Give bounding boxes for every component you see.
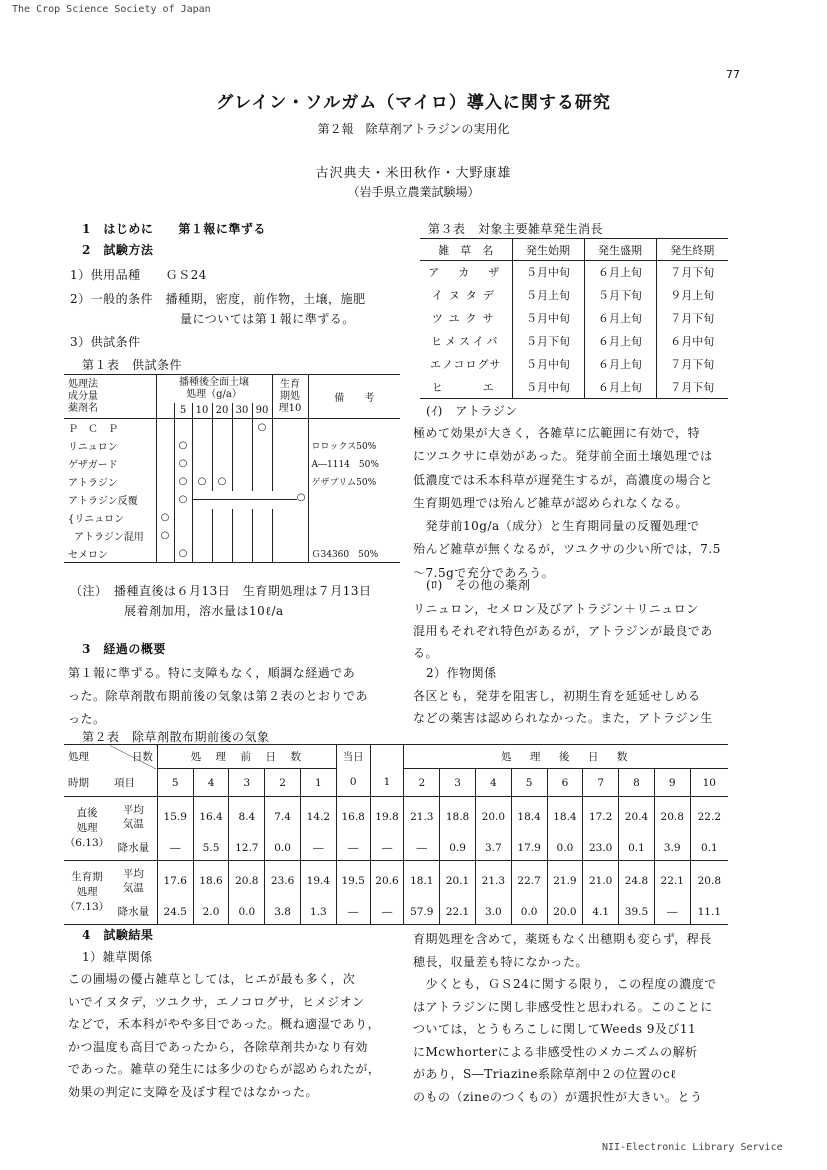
table3-cell: エノコログサ — [420, 353, 512, 376]
table2-cell: 24.8 — [619, 861, 655, 901]
table3-cell: ５月中旬 — [512, 307, 584, 330]
table2-header-item: 項目 — [110, 769, 157, 797]
text-line: 殆んど雑草が無くなるが，ツユクサの少い所では，7.5 — [413, 542, 721, 557]
table2-day: 2 — [404, 769, 440, 797]
table2-cell: ― — [370, 901, 404, 925]
table1-remark: Ｇ34360 50% — [311, 549, 379, 560]
table3-cell: ７月下旬 — [670, 266, 715, 280]
table-row — [64, 837, 728, 861]
table3-cell: ７月下旬 — [670, 312, 715, 325]
text-line: リニュロン，セメロン及びアトラジン＋リニュロン — [413, 602, 699, 616]
table3-header: 発生終期 — [670, 243, 715, 257]
table2-day: 5 — [511, 769, 547, 797]
table3-cell: ツユクサ — [420, 307, 512, 330]
section-results: 4 試験結果 — [82, 928, 154, 942]
text-line: 混用もそれぞれ特色があるが，アトラジンが最良であ — [413, 624, 713, 638]
table2-day: 1 — [370, 769, 404, 797]
table2-day: 4 — [193, 769, 229, 797]
table2-cell: 57.9 — [404, 901, 440, 925]
table1-header-agent: 処理法 成分量 薬剤名 — [64, 375, 156, 419]
table2-cell: 21.3 — [404, 797, 440, 837]
circle-marker-icon: ○ — [178, 547, 188, 559]
table1-dose: 20 — [212, 403, 232, 419]
table2-day: 4 — [475, 769, 511, 797]
methods-conditions: 3）供試条件 — [70, 335, 141, 349]
table3-cell: ９月上旬 — [670, 289, 715, 302]
text-line: った。除草剤散布期前後の気象は第２表のとおりであ — [68, 689, 369, 703]
table2-cell: 0.1 — [700, 842, 718, 855]
table2-cell: 0.0 — [265, 837, 301, 861]
text-line: などの薬害は認められなかった。また，アトラジン生 — [413, 711, 713, 725]
text-line: る。 — [413, 646, 439, 660]
table3-cell: ６月上旬 — [584, 307, 656, 330]
section-intro: 1 はじめに 第１報に準ずる — [82, 222, 266, 236]
text-line: 育期処理を含めて，薬斑もなく出穂期も変らず，稈長 — [413, 932, 712, 946]
text-line: 第１報に準ずる。特に支障もなく，順調な経過であ — [68, 666, 356, 680]
table3-cell: ５月下旬 — [512, 330, 584, 353]
table2-cell: 23.0 — [583, 837, 619, 861]
table1-agent: リニュロン — [74, 514, 125, 525]
table2-header-pre: 処 理 前 日 数 — [157, 745, 336, 769]
table1-dose: 30 — [232, 403, 252, 419]
table2-cell: 20.0 — [547, 901, 583, 925]
table3-cell: ６月上旬 — [584, 376, 656, 399]
table-row — [64, 901, 728, 925]
table3-cell: ５月下旬 — [584, 284, 656, 307]
table1-header-pre: 播種後全面土壌 処理（g/a） — [156, 375, 272, 403]
table2-header-treat: 処理 — [68, 751, 89, 764]
text-line: かつ温度も高目であったから，各除草剤共かなり有効 — [68, 1039, 368, 1054]
table3-cell: ６月中旬 — [670, 335, 715, 348]
table1-note-cont: 展着剤加用，溶水量は10ℓ/a — [124, 604, 284, 618]
table2-day: 8 — [619, 769, 655, 797]
text-line: などで，禾本科がやや多目であった。概ね適湿であり， — [68, 1017, 381, 1031]
table1-remark — [308, 419, 400, 437]
table2-cell: 12.7 — [229, 837, 265, 861]
table3-cell: ６月上旬 — [584, 330, 656, 353]
table-row — [420, 330, 728, 353]
table3-cell: ７月下旬 — [670, 358, 715, 371]
table1-row — [64, 419, 400, 437]
table2-cell: 3.9 — [654, 837, 690, 861]
table1-header-remarks: 備 考 — [334, 393, 375, 404]
table2-cell: ― — [336, 837, 370, 861]
table2-cell: 17.6 — [157, 861, 193, 901]
table2-item: 平均 気温 — [110, 797, 157, 837]
text-line: 効果の判定に支障を及ぼす程ではなかった。 — [68, 1084, 319, 1099]
table2-timing — [64, 861, 110, 925]
text-line: 発芽前10g/a（成分）と生育期同量の反覆処理で — [413, 519, 700, 534]
table2-cell: ― — [370, 837, 404, 861]
text-line: にツユクサに卓効があった。発芽前全面土壌処理では — [413, 449, 713, 464]
table1-remark — [308, 527, 400, 545]
paper-subtitle: 第２報 除草剤アトラジンの実用化 — [317, 122, 510, 136]
table2-cell: 0.9 — [440, 837, 476, 861]
results-right-paragraph — [413, 928, 717, 1108]
table2-cell: 19.4 — [300, 861, 336, 901]
table2-cell: 14.2 — [300, 797, 336, 837]
table-row — [64, 797, 728, 837]
table1-row — [64, 473, 400, 491]
table2-timing-line: 直後 — [76, 807, 98, 819]
table3 — [420, 238, 728, 399]
table3-header: 発生始期 — [512, 239, 584, 261]
subheading-other: (ﾛ) その他の薬剤 — [426, 578, 531, 592]
table3-cell: ５月中旬 — [512, 261, 584, 284]
text-line: はアトラジンに関し非感受性と思われる。このことに — [413, 999, 713, 1014]
table2-cell: 18.4 — [547, 797, 583, 837]
text-line: 穂長，収量差も特になかった。 — [413, 954, 589, 969]
table2 — [64, 744, 728, 925]
text-line: ついては，とうもろこしに関してWeeds 9及び11 — [413, 1022, 697, 1036]
table2-cell: 17.9 — [511, 837, 547, 861]
table2-cell: 19.8 — [370, 797, 404, 837]
table2-cell: ― — [404, 837, 440, 861]
subheading-weeds: 1）雑草関係 — [82, 950, 153, 964]
text-line: いでイヌタデ，ツユクサ，エノコログサ，ヒメジオン — [68, 994, 365, 1009]
table-row — [420, 353, 728, 376]
circle-marker-icon: ○ — [178, 494, 188, 505]
methods-general-cont: 量については第１報に準ずる。 — [180, 312, 355, 326]
table2-cell: 21.0 — [583, 861, 619, 901]
circle-marker-icon: ○ — [296, 491, 306, 503]
table2-cell: 24.5 — [157, 901, 193, 925]
table-row — [420, 284, 728, 307]
text-line: のもの（zineのつくもの）が選択性が大きい。とう — [413, 1089, 703, 1104]
table2-cell: 20.8 — [229, 861, 265, 901]
table-row — [420, 376, 728, 399]
table2-cell: 4.1 — [583, 901, 619, 925]
table2-cell: 20.8 — [697, 874, 722, 887]
table3-header: 雑 草 名 — [420, 239, 512, 261]
table1-agent: リニュロン — [64, 437, 156, 455]
table2-cell: 18.6 — [193, 861, 229, 901]
society-header: The Crop Science Society of Japan — [12, 4, 211, 15]
crop-paragraph — [413, 685, 713, 729]
table2-cell: 0.0 — [547, 837, 583, 861]
table1-dose: 5 — [174, 403, 192, 419]
table3-cell: ５月上旬 — [512, 284, 584, 307]
table1-remark — [308, 491, 400, 509]
table2-cell: 22.2 — [697, 810, 722, 823]
table2-item: 降水量 — [110, 837, 157, 861]
table2-cell: 21.9 — [547, 861, 583, 901]
table2-day: 0 — [336, 769, 370, 797]
table2-timing-line: （6.13） — [64, 837, 110, 849]
table1-note: （注） 播種直後は６月13日 生育期処理は７月13日 — [70, 584, 372, 598]
table-row — [64, 861, 728, 901]
table2-cell: 20.6 — [370, 861, 404, 901]
table1-agent: セメロン — [64, 545, 156, 563]
table2-timing-line: （7.13） — [64, 901, 110, 913]
table1-agent: アトラジン — [64, 473, 156, 491]
table2-header-day0: 当日 — [336, 745, 370, 769]
affiliation: （岩手県立農業試験場） — [347, 185, 480, 199]
table2-cell: ― — [336, 901, 370, 925]
table2-day: 3 — [440, 769, 476, 797]
table2-cell: 21.3 — [475, 861, 511, 901]
table2-cell: 5.5 — [193, 837, 229, 861]
table1-agent: アトラジン反覆 — [64, 491, 156, 509]
table1-caption: 第１表 供試条件 — [82, 358, 183, 372]
table2-day: 7 — [583, 769, 619, 797]
circle-marker-icon: ○ — [178, 458, 188, 469]
table3-cell: ５月中旬 — [512, 376, 584, 399]
table2-cell: ― — [300, 837, 336, 861]
circle-marker-icon: ○ — [217, 476, 227, 487]
table2-cell: 20.0 — [475, 797, 511, 837]
table2-day: 10 — [702, 776, 716, 789]
table2-day: 9 — [654, 769, 690, 797]
table1-remark: A―1114 50% — [311, 460, 379, 470]
table2-header-days: 日数 — [110, 745, 157, 769]
table3-caption: 第３表 対象主要雑草発生消長 — [428, 222, 604, 236]
text-line: った。 — [68, 712, 106, 726]
table3-cell: ６月上旬 — [584, 261, 656, 284]
table2-cell: 7.4 — [265, 797, 301, 837]
section-methods: 2 試験方法 — [82, 243, 154, 257]
table3-header: 発生盛期 — [584, 239, 656, 261]
table3-cell: ５月中旬 — [512, 353, 584, 376]
table2-cell: 20.4 — [619, 797, 655, 837]
table1-agent: ゲザガード — [64, 455, 156, 473]
circle-marker-icon: ○ — [160, 511, 170, 523]
table1-dose: 10 — [192, 403, 212, 419]
page-number: 77 — [726, 68, 740, 81]
table2-header-post: 処 理 後 日 数 — [404, 745, 728, 769]
table3-cell: ヒ エ — [420, 376, 512, 399]
table-row — [420, 261, 728, 284]
table2-day: 2 — [265, 769, 301, 797]
text-line: があり，S―Triazine系除草剤中２の位置のcℓ — [413, 1067, 677, 1081]
circle-marker-icon: ○ — [197, 476, 207, 487]
table2-cell: 18.1 — [404, 861, 440, 901]
text-line: この圃場の優占雑草としては，ヒエが最も多く，次 — [68, 972, 356, 986]
table1-remark: ロロックス50% — [311, 442, 377, 452]
table1-remark: ゲザプリム50% — [311, 478, 377, 488]
table1-header-growth: 生育 期処 理10 — [272, 375, 308, 419]
table-row — [420, 307, 728, 330]
subheading-atrazine: (ｲ) アトラジン — [426, 404, 518, 418]
table1-agent: Ｐ Ｃ Ｐ — [64, 419, 156, 437]
overview-paragraph — [68, 662, 368, 731]
text-line: 少くとも，ＧＳ24に関する限り，この程度の濃度で — [413, 977, 717, 991]
library-footer: NII-Electronic Library Service — [602, 1142, 783, 1153]
atrazine-paragraph — [413, 422, 721, 585]
text-line: 極めて効果が大きく，各雑草に広範囲に有効で，特 — [413, 426, 701, 440]
table1 — [64, 374, 400, 563]
table2-cell: 23.6 — [265, 861, 301, 901]
table2-cell: 19.5 — [336, 861, 370, 901]
methods-general: 2）一般的条件 播種期，密度，前作物，土壌，施肥 — [70, 292, 366, 306]
table2-cell: 17.2 — [583, 797, 619, 837]
table2-cell: 39.5 — [619, 901, 655, 925]
table3-cell: ６月上旬 — [584, 353, 656, 376]
table1-agent: アトラジン混用 — [64, 527, 156, 545]
table2-day: 6 — [547, 769, 583, 797]
text-line: 生育期処理では殆んど雑草が認められなくなる。 — [413, 495, 689, 510]
table2-cell: 8.4 — [229, 797, 265, 837]
table2-cell: 1.3 — [300, 901, 336, 925]
table2-cell: ― — [654, 901, 690, 925]
table2-cell: ― — [157, 837, 193, 861]
table1-row — [64, 509, 400, 527]
repeat-connector-line — [193, 499, 304, 500]
authors: 古沢典夫・米田秋作・大野康雄 — [315, 166, 512, 181]
circle-marker-icon: ○ — [178, 476, 188, 487]
table2-cell: 2.0 — [193, 901, 229, 925]
table2-cell: 16.4 — [193, 797, 229, 837]
table2-cell: 3.0 — [475, 901, 511, 925]
table1-row — [64, 455, 400, 473]
table1-row — [64, 545, 400, 563]
text-line: であった。雑草の発生には多少のむらが認められたが， — [68, 1062, 381, 1076]
table1-row — [64, 437, 400, 455]
table2-cell: 3.8 — [265, 901, 301, 925]
circle-marker-icon: ○ — [178, 440, 188, 451]
table2-cell: 3.7 — [475, 837, 511, 861]
table2-cell: 0.0 — [229, 901, 265, 925]
table2-timing — [64, 797, 110, 861]
table3-cell: ア カ ザ — [420, 261, 512, 284]
table2-header-timing: 時期 — [68, 776, 89, 789]
table1-remark — [308, 509, 400, 527]
table1-row — [64, 527, 400, 545]
table2-item: 降水量 — [110, 901, 157, 925]
subheading-crop: 2）作物関係 — [426, 666, 497, 680]
table2-cell: 18.4 — [511, 797, 547, 837]
text-line: にMcwhorterによる非感受性のメカニズムの解析 — [413, 1044, 698, 1059]
table2-timing-line: 処理 — [76, 886, 98, 898]
table2-cell: 15.9 — [157, 797, 193, 837]
table2-caption: 第２表 除草剤散布期前後の気象 — [82, 730, 270, 744]
weeds-paragraph — [68, 968, 380, 1103]
table2-cell: 22.1 — [654, 861, 690, 901]
bracket-icon: { — [68, 514, 75, 525]
table2-day: 1 — [300, 769, 336, 797]
table2-cell: 16.8 — [336, 797, 370, 837]
table2-cell: 18.8 — [440, 797, 476, 837]
table2-timing-line: 処理 — [76, 822, 98, 834]
other-paragraph — [413, 598, 713, 664]
table2-cell: 11.1 — [697, 906, 722, 919]
table2-day: 3 — [229, 769, 265, 797]
circle-marker-icon: ○ — [160, 529, 170, 541]
section-overview: 3 経過の概要 — [82, 642, 166, 656]
methods-variety: 1）供用品種 ＧＳ24 — [70, 268, 207, 282]
table2-timing-line: 生育期 — [71, 871, 103, 883]
table1-dose: 90 — [252, 403, 272, 419]
table2-cell: 20.8 — [654, 797, 690, 837]
text-line: 各区とも，発芽を阻害し，初期生育を延延せしめる — [413, 689, 701, 703]
table3-cell: ７月下旬 — [670, 380, 715, 394]
table3-cell: イヌタデ — [420, 284, 512, 307]
table2-item: 平均 気温 — [110, 861, 157, 901]
paper-title: グレイン・ソルガム（マイロ）導入に関する研究 — [216, 93, 611, 113]
text-line: 低濃度では禾本科草が遅発生するが，高濃度の場合と — [413, 472, 714, 487]
table2-cell: 0.0 — [511, 901, 547, 925]
table2-cell: 22.7 — [511, 861, 547, 901]
table3-cell: ヒメスイバ — [420, 330, 512, 353]
table1-row — [64, 491, 400, 509]
table2-cell: 20.1 — [440, 861, 476, 901]
table2-cell: 0.1 — [619, 837, 655, 861]
text-line: ～7.5gで充分であろう。 — [413, 565, 555, 580]
circle-marker-icon: ○ — [257, 422, 267, 434]
table2-cell: 22.1 — [440, 901, 476, 925]
table2-day: 5 — [157, 769, 193, 797]
